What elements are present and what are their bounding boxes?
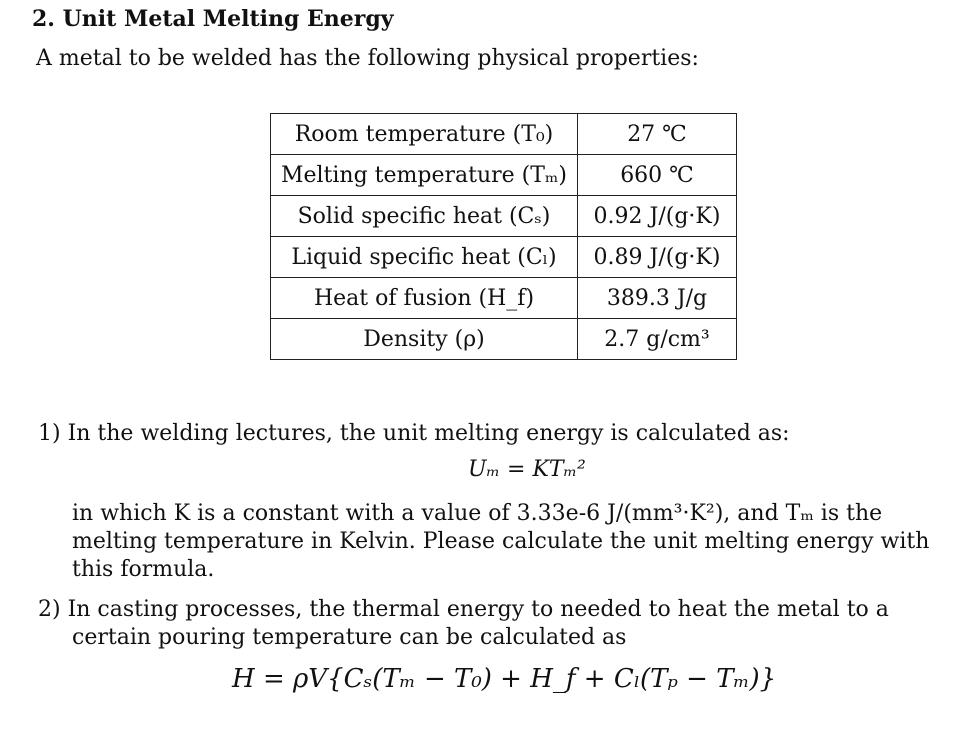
question-2-text	[38, 596, 938, 652]
question-2-line-1: 2) In casting processes, the thermal energy to needed to heat the metal to a	[38, 597, 889, 622]
table-row	[271, 155, 737, 196]
question-1-text: 1) In the welding lectures, the unit melting energy is calculated as:	[38, 421, 790, 446]
intro-text: A metal to be welded has the following physical properties:	[36, 46, 699, 71]
table-row	[271, 196, 737, 237]
unit-melting-energy-equation: Uₘ = KTₘ²	[468, 457, 586, 482]
property-value: 2.7 g/cm³	[578, 319, 737, 360]
property-value: 389.3 J/g	[578, 278, 737, 319]
question-1-explanation: in which K is a constant with a value of 3.33e-6 J/(mm³·K²), and Tₘ is the melting temperature in Kelvin. Please calculate the unit melting energy with this formula.	[72, 501, 930, 582]
property-name: Solid specific heat (Cₛ)	[271, 196, 578, 237]
properties-table	[270, 113, 737, 360]
section-heading: 2. Unit Metal Melting Energy	[32, 6, 394, 32]
table-row	[271, 278, 737, 319]
table-row	[271, 319, 737, 360]
property-name: Heat of fusion (H_f)	[271, 278, 578, 319]
question-2-line-2: certain pouring temperature can be calculated as	[72, 625, 627, 650]
property-name: Density (ρ)	[271, 319, 578, 360]
property-name: Room temperature (T₀)	[271, 114, 578, 155]
property-name: Melting temperature (Tₘ)	[271, 155, 578, 196]
property-value: 0.92 J/(g·K)	[578, 196, 737, 237]
property-value: 660 ℃	[578, 155, 737, 196]
table-row	[271, 114, 737, 155]
thermal-energy-equation: H = ρV{Cₛ(Tₘ − T₀) + H_f + Cₗ(Tₚ − Tₘ)}	[232, 664, 777, 694]
property-name: Liquid specific heat (Cₗ)	[271, 237, 578, 278]
property-value: 0.89 J/(g·K)	[578, 237, 737, 278]
table-row	[271, 237, 737, 278]
property-value: 27 ℃	[578, 114, 737, 155]
